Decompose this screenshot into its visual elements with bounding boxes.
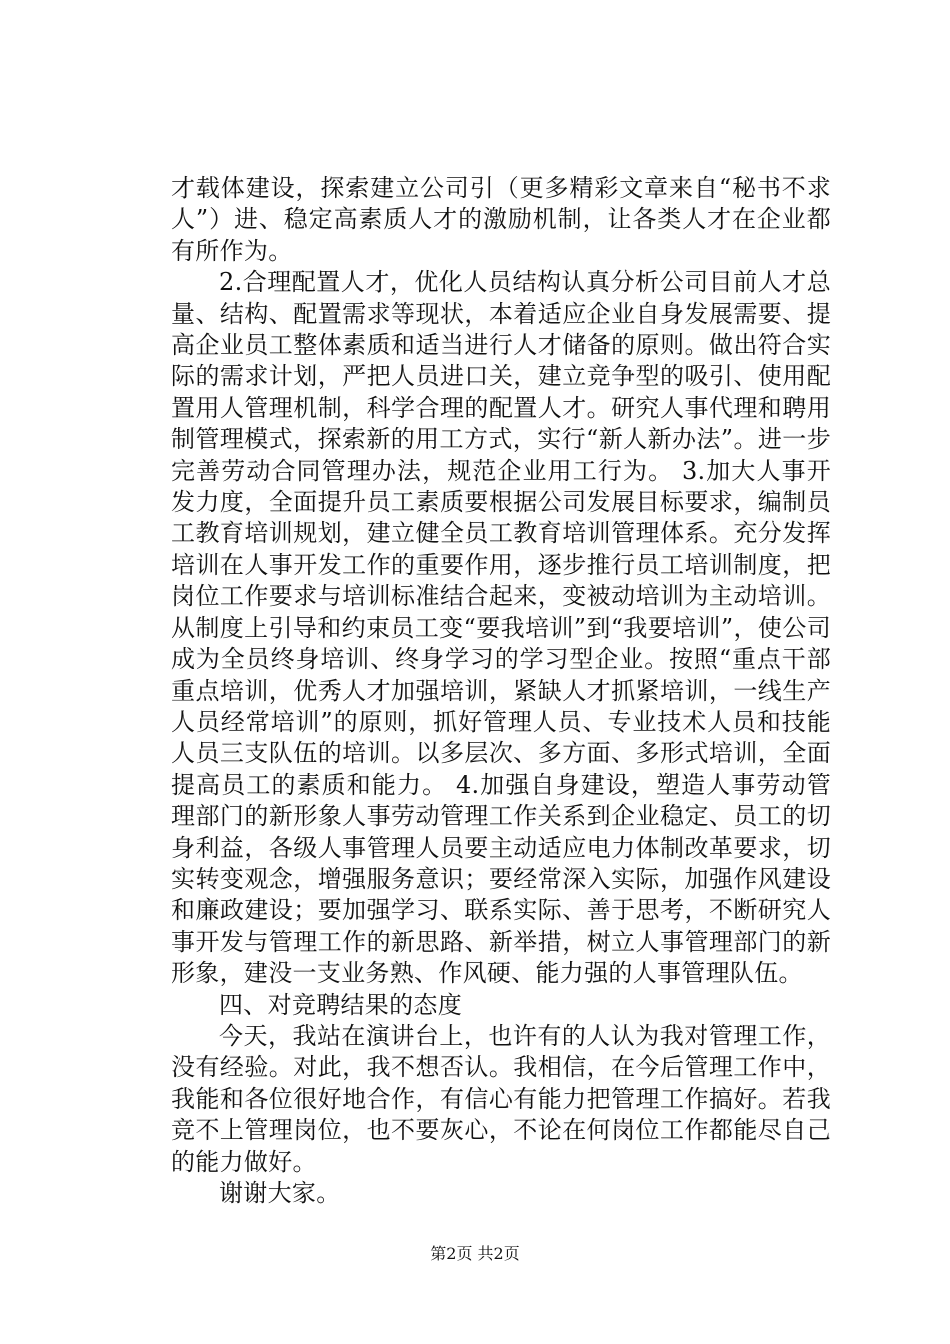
page-number-footer: 第2页 共2页 — [430, 1244, 520, 1263]
paragraph-talent-allocation: 2.合理配置人才，优化人员结构认真分析公司目前人才总量、结构、配置需求等现状，本着适应企业自身发展需要、提高企业员工整体素质和适当进行人才储备的原则。做出符合实际的需求计划，严把人员进口关，建立竞争型的吸引、使用配置用人管理机制，科学合理的配置人才。研究人事代理和聘用制管理模式，探索新的用工方式，实行“新人新办法”。进一步完善劳动合同管理办法，规范企业用工行为。 3.加大人事开发力度，全面提升员工素质要根据公司发展目标要求，编制员工教育培训规划，建立健全员工教育培训管理体系。充分发挥培训在人事开发工作的重要作用，逐步推行员工培训制度，把岗位工作要求与培训标准结合起来，变被动培训为主动培训。从制度上引导和约束员工变“要我培训”到“我要培训”，使公司成为全员终身培训、终身学习的学习型企业。按照“重点干部重点培训，优秀人才加强培训，紧缺人才抓紧培训，一线生产人员经常培训”的原则，抓好管理人员、专业技术人员和技能人员三支队伍的培训。以多层次、多方面、多形式培训，全面提高员工的素质和能力。 4.加强自身建设，塑造人事劳动管理部门的新形象人事劳动管理工作关系到企业稳定、员工的切身利益，各级人事管理人员要主动适应电力体制改革要求，切实转变观念，增强服务意识；要经常深入实际，加强作风建设和廉政建设；要加强学习、联系实际、善于思考，不断研究人事开发与管理工作的新思路、新举措，树立人事管理部门的新形象，建没一支业务熟、作风硬、能力强的人事管理队伍。 — [171, 268, 831, 988]
paragraph-talent-carrier: 才载体建设，探索建立公司引（更多精彩文章来自“秘书不求人”）进、稳定高素质人才的激励机制，让各类人才在企业都有所作为。 — [171, 174, 831, 265]
paragraph-thanks: 谢谢大家。 — [219, 1179, 341, 1207]
section-heading-attitude: 四、对竞聘结果的态度 — [219, 990, 462, 1019]
paragraph-today-speech: 今天，我站在演讲台上，也许有的人认为我对管理工作，没有经验。对此，我不想否认。我相信，在今后管理工作中，我能和各位很好地合作，有信心有能力把管理工作搞好。若我竞不上管理岗位，也不要灰心，不论在何岗位工作都能尽自己的能力做好。 — [171, 1021, 831, 1176]
document-body — [171, 173, 831, 1209]
